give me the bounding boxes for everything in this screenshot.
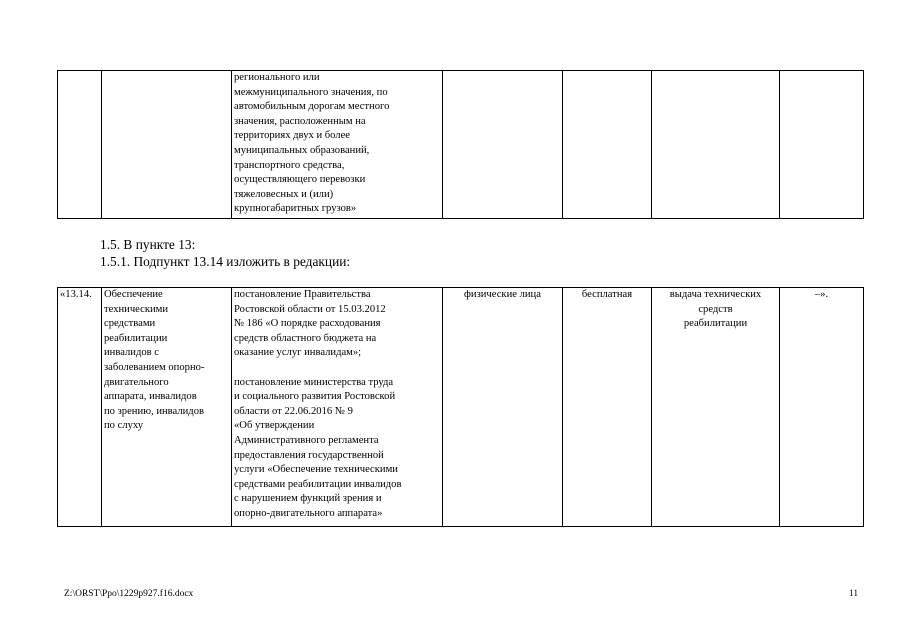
cell-service-name xyxy=(102,71,232,219)
cell-payment: бесплатная xyxy=(563,288,652,527)
cell-payment xyxy=(563,71,652,219)
cell-recipients: физические лица xyxy=(443,288,563,527)
cell-end xyxy=(780,71,864,219)
cell-number: «13.14. xyxy=(58,288,102,527)
cell-legal-basis: постановление Правительства Ростовской области от 15.03.2012 № 186 «О порядке расходования средств областного бюджета на оказание услуг инвалидам»; постановление министерства труда и социального развития Ростовской области от 22.06.2016 № 9 «Об утверждении Административного регламента предоставления государственной услуги «Обеспечение техническими средствами реабилитации инвалидов с нарушением функций зрения и опорно-двигательного аппарата» xyxy=(232,288,443,527)
paragraph-item-1-5: 1.5. В пункте 13: xyxy=(100,237,196,252)
new-item-table xyxy=(57,287,864,527)
cell-result: выдача технических средств реабилитации xyxy=(652,288,780,527)
previous-item-table xyxy=(57,70,864,219)
paragraph-item-1-5-1: 1.5.1. Подпункт 13.14 изложить в редакции: xyxy=(100,254,351,269)
cell-number xyxy=(58,71,102,219)
cell-result xyxy=(652,71,780,219)
cell-recipients xyxy=(443,71,563,219)
cell-service-name: Обеспечение техническими средствами реабилитации инвалидов с заболеванием опорно- двигательного аппарата, инвалидов по зрению, инвалидов по слуху xyxy=(102,288,232,527)
cell-legal-basis: регионального или межмуниципального значения, по автомобильным дорогам местного значения, расположенным на территориях двух и более муниципальных образований, транспортного средства, осуществляющего перевозки тяжеловесных и (или) крупногабаритных грузов» xyxy=(232,71,443,219)
table-row xyxy=(58,71,864,219)
cell-end: –». xyxy=(780,288,864,527)
page-number: 11 xyxy=(849,589,859,599)
footer-file-path: Z:\ORST\Ppo\1229p927.f16.docx xyxy=(64,589,194,599)
table-row xyxy=(58,288,864,527)
